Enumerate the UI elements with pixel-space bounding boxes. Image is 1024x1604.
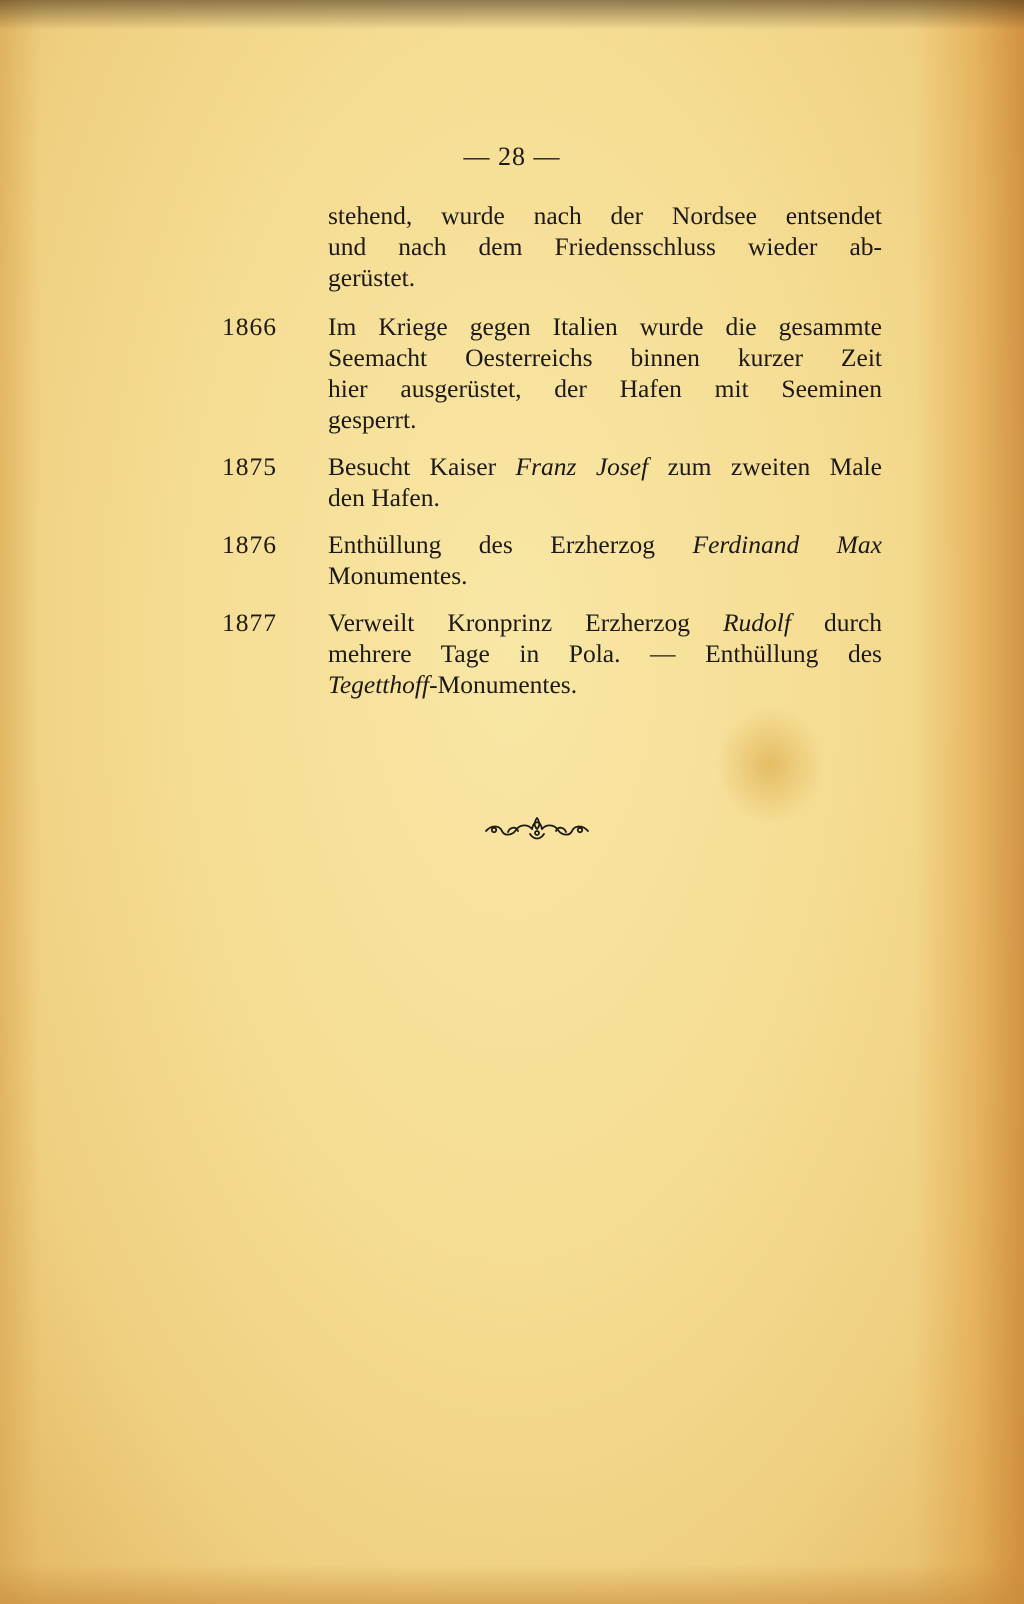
page-number: — 28 — — [463, 142, 561, 171]
entry-text — [328, 607, 882, 700]
page-edge-left — [0, 0, 40, 1604]
chronology-list — [222, 200, 882, 716]
entry-1866 — [222, 311, 882, 435]
text-line: gesperrt. — [328, 405, 417, 434]
text-line — [328, 451, 882, 482]
text-line: den Hafen. — [328, 483, 440, 512]
person-name: Rudolf — [722, 608, 791, 637]
text-run: -Monumentes. — [429, 670, 578, 699]
entry-text — [328, 311, 882, 435]
entry-1876 — [222, 529, 882, 591]
entry-text — [328, 529, 882, 591]
entry-year: 1877 — [222, 608, 277, 637]
paper-stain — [715, 705, 825, 825]
text-line: und nach dem Friedensschluss wieder ab- — [328, 232, 882, 261]
floral-vignette-icon — [482, 814, 592, 844]
page-edge-top — [0, 0, 1024, 30]
text-line: Monumentes. — [328, 561, 468, 590]
page-edge-right — [914, 0, 1024, 1604]
text-line — [328, 529, 882, 560]
text-line: mehrere Tage in Pola. — Enthüllung des — [328, 639, 882, 668]
person-name: Ferdinand Max — [692, 530, 882, 559]
text-line: Seemacht Oesterreichs binnen kurzer Zeit — [328, 343, 882, 372]
text-run: zum zweiten Male — [648, 452, 882, 481]
text-line: hier ausgerüstet, der Hafen mit Seeminen — [328, 374, 882, 403]
entry-text — [328, 200, 882, 293]
text-line — [328, 607, 882, 638]
text-line — [328, 669, 882, 700]
person-name: Tegetthoff — [328, 670, 430, 699]
text-line: gerüstet. — [328, 263, 416, 292]
page-edge-bottom — [0, 1564, 1024, 1604]
text-run: Enthüllung des Erzherzog — [328, 530, 693, 559]
entry-1875 — [222, 451, 882, 513]
text-line: stehend, wurde nach der Nordsee entsendet — [328, 201, 882, 230]
entry-1877 — [222, 607, 882, 700]
text-run: Verweilt Kronprinz Erzherzog — [328, 608, 723, 637]
person-name: Franz Josef — [515, 452, 649, 481]
entry-text — [328, 451, 882, 513]
continued-entry — [222, 200, 882, 293]
text-line: Im Kriege gegen Italien wurde die gesammte — [328, 312, 882, 341]
entry-year: 1875 — [222, 452, 277, 481]
entry-year: 1876 — [222, 530, 277, 559]
entry-year: 1866 — [222, 312, 277, 341]
text-run: durch — [790, 608, 883, 637]
text-run: Besucht Kaiser — [328, 452, 516, 481]
